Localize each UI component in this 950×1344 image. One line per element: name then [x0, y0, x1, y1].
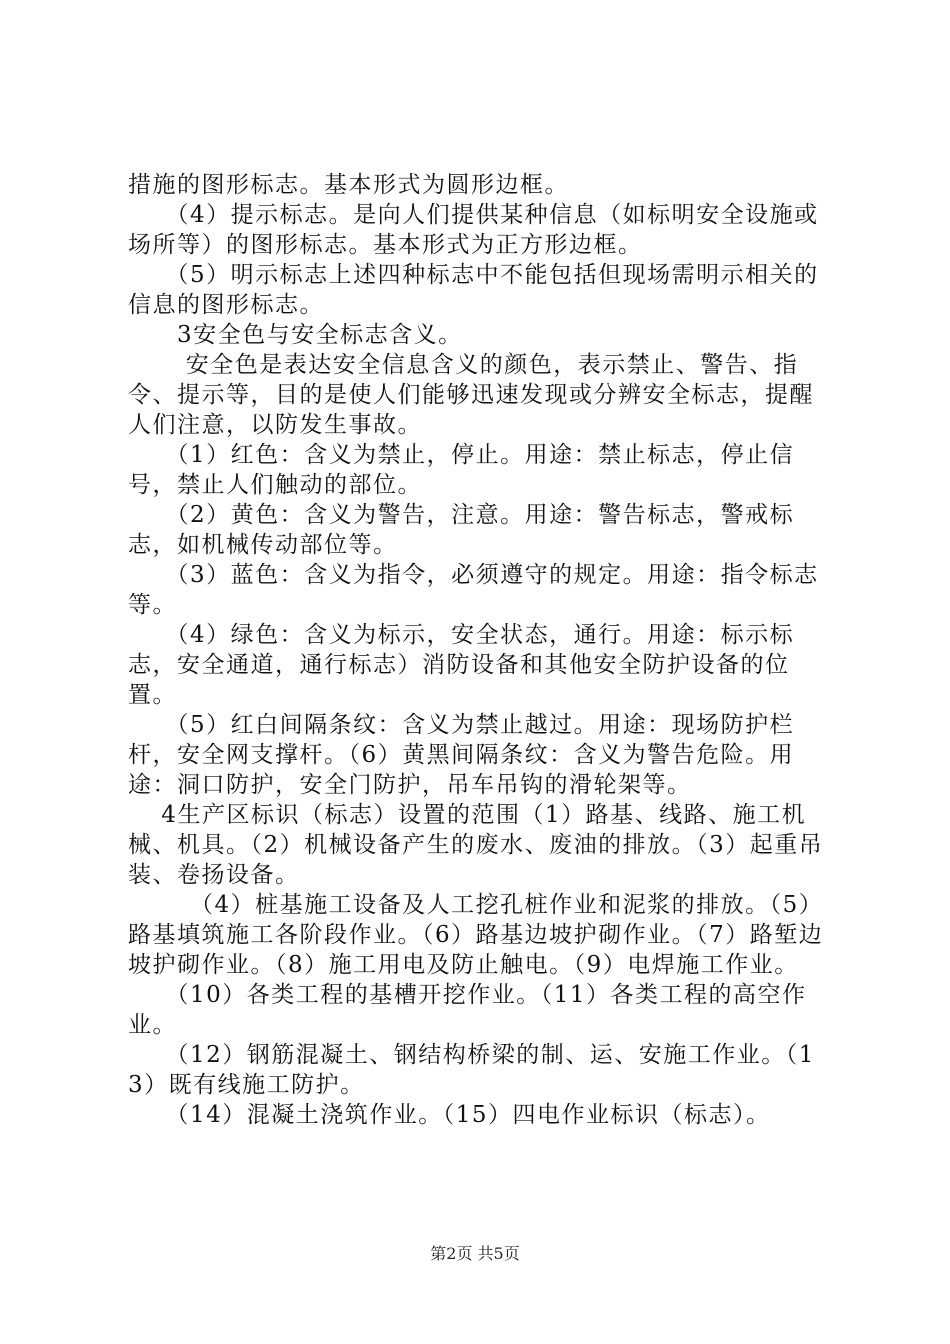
- paragraph: （14）混凝土浇筑作业。（15）四电作业标识（标志）。: [128, 1102, 771, 1128]
- section-heading: 3安全色与安全标志含义。: [128, 322, 463, 348]
- paragraph: 安全色是表达安全信息含义的颜色，表示禁止、警告、指令、提示等，目的是使人们能够迅速发现或分辨安全标志，提醒人们注意，以防发生事故。: [128, 352, 814, 438]
- paragraph: （5）明示标志上述四种标志中不能包括但现场需明示相关的信息的图形标志。: [128, 262, 819, 318]
- body-text: [128, 170, 832, 1130]
- paragraph: （4）提示标志。是向人们提供某种信息（如标明安全设施或场所等）的图形标志。基本形式为正方形边框。: [128, 202, 819, 258]
- paragraph: （3）蓝色：含义为指令，必须遵守的规定。用途：指令标志等。: [128, 562, 819, 618]
- paragraph: （4）绿色：含义为标示，安全状态，通行。用途：标示标志，安全通道，通行标志）消防设备和其他安全防护设备的位置。: [128, 622, 795, 708]
- paragraph: （4）桩基施工设备及人工挖孔桩作业和泥浆的排放。（5）路基填筑施工各阶段作业。（6）路基边坡护砌作业。（7）路堑边坡护砌作业。（8）施工用电及防止触电。（9）电焊施工作业。: [128, 892, 824, 978]
- paragraph: （12）钢筋混凝土、钢结构桥梁的制、运、安施工作业。（13）既有线施工防护。: [128, 1042, 815, 1098]
- page-number-footer: 第2页 共5页: [430, 1244, 520, 1263]
- section-heading: 4生产区标识（标志）设置的范围（1）路基、线路、施工机械、机具。（2）机械设备产生的废水、废油的排放。（3）起重吊装、卷扬设备。: [128, 802, 824, 888]
- paragraph: （5）红白间隔条纹：含义为禁止越过。用途：现场防护栏杆，安全网支撑杆。（6）黄黑间隔条纹：含义为警告危险。用途：洞口防护，安全门防护，吊车吊钩的滑轮架等。: [128, 712, 795, 798]
- paragraph: （2）黄色：含义为警告，注意。用途：警告标志，警戒标志，如机械传动部位等。: [128, 502, 795, 558]
- paragraph: 措施的图形标志。基本形式为圆形边框。: [128, 172, 569, 198]
- paragraph: （10）各类工程的基槽开挖作业。（11）各类工程的高空作业。: [128, 982, 807, 1038]
- paragraph: （1）红色：含义为禁止，停止。用途：禁止标志，停止信号，禁止人们触动的部位。: [128, 442, 795, 498]
